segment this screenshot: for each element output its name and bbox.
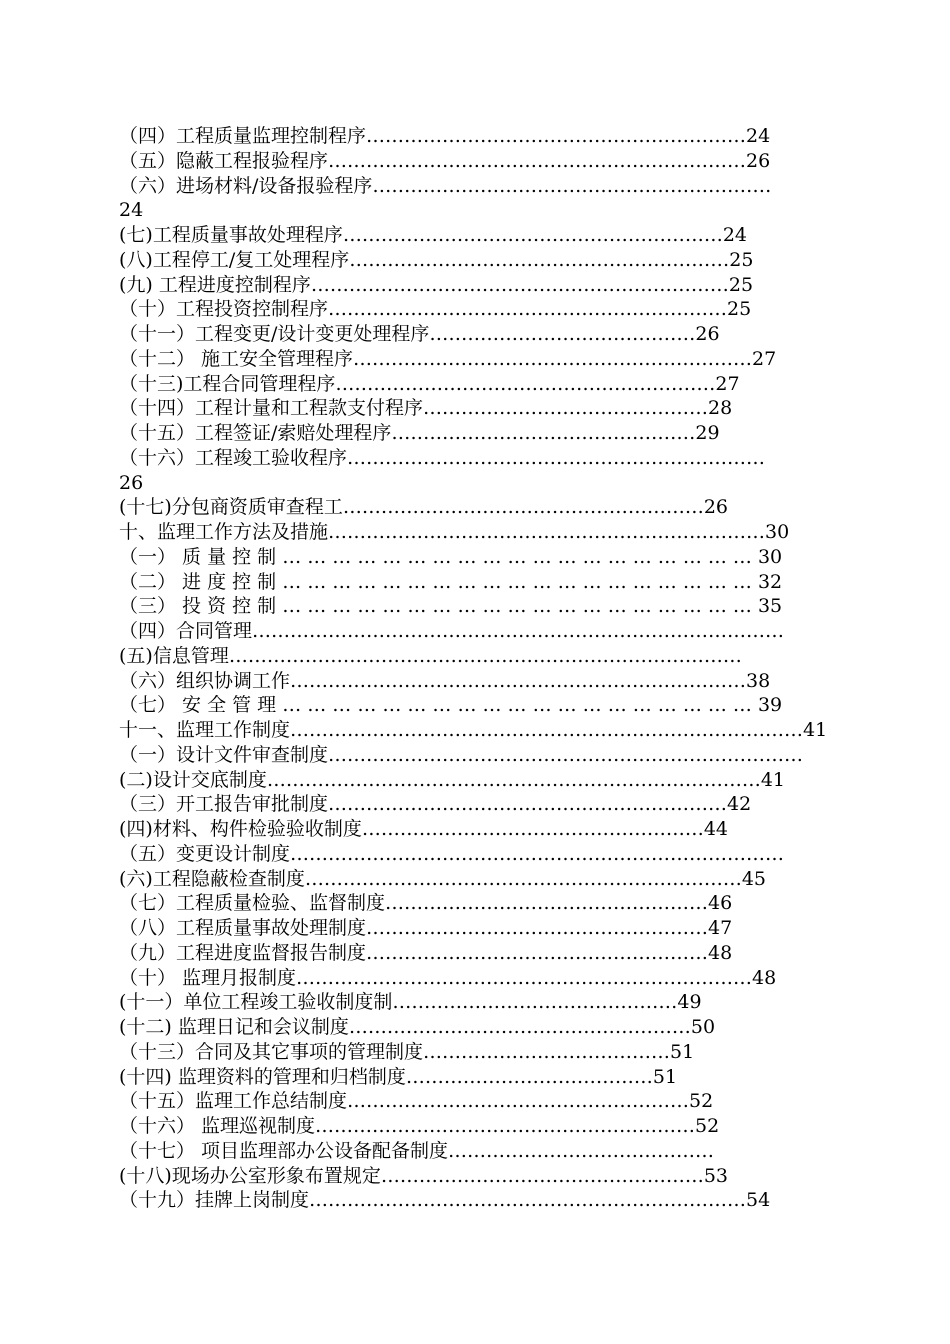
toc-entry[interactable]: (十八)现场办公室形象布置规定……………………………………………53 [119,1164,729,1187]
toc-entry[interactable]: （九）工程进度监督报告制度………………………………………………48 [119,941,733,964]
toc-entry[interactable]: （七） 安 全 管 理 … … … … … … … … … … … … … … … … … … … 39 [119,694,783,717]
toc-entry[interactable]: (九) 工程进度控制程序…………………………………………………………25 [119,273,754,296]
table-of-contents [119,124,841,1213]
toc-entry[interactable]: （十三)工程合同管理程序……………………………………………………27 [119,372,740,395]
toc-entry[interactable]: （一） 质 量 控 制 … … … … … … … … … … … … … … … … … … … 30 [119,545,783,568]
toc-entry[interactable]: （十五）监理工作总结制度………………………………………………52 [119,1090,714,1113]
toc-entry[interactable]: （十九）挂牌上岗制度……………………………………………………………54 [119,1189,771,1212]
toc-section-heading[interactable]: 十一、监理工作制度………………………………………………………………………41 [119,719,828,741]
toc-entry[interactable]: （七）工程质量检验、监督制度……………………………………………46 [119,892,733,915]
toc-entry[interactable]: (十一）单位工程竣工验收制度制………………………………………49 [119,991,702,1014]
toc-entry[interactable]: （十五）工程签证/索赔处理程序…………………………………………29 [119,422,720,444]
toc-entry[interactable]: （十二） 施工安全管理程序………………………………………………………27 [119,347,777,370]
toc-entry[interactable]: （十六） 监理巡视制度……………………………………………………52 [119,1115,720,1137]
toc-page-number: 24 [119,199,144,222]
toc-entry[interactable]: （六）进场材料/设备报验程序……………………………………………………… [119,174,772,197]
toc-entry[interactable]: (十四) 监理资料的管理和归档制度…………………………………51 [119,1065,678,1088]
toc-entry[interactable]: （十一）工程变更/设计变更处理程序……………………………………26 [119,323,720,345]
toc-entry[interactable]: （五）变更设计制度…………………………………………………………………… [119,842,785,865]
toc-entry[interactable]: （四）工程质量监理控制程序……………………………………………………24 [119,125,771,147]
toc-entry[interactable]: （二） 进 度 控 制 … … … … … … … … … … … … … … … … … … … 32 [119,570,783,593]
toc-entry[interactable]: （八）工程质量事故处理制度………………………………………………47 [119,917,733,939]
toc-entry[interactable]: (五)信息管理……………………………………………………………………… [119,644,742,667]
toc-entry[interactable]: （五）隐蔽工程报验程序…………………………………………………………26 [119,149,771,172]
toc-page-number: 26 [119,471,144,494]
toc-entry[interactable]: （十三）合同及其它事项的管理制度…………………………………51 [119,1040,695,1063]
toc-entry[interactable]: (六)工程隐蔽检查制度……………………………………………………………45 [119,867,767,890]
toc-entry[interactable]: (二)设计交底制度……………………………………………………………………41 [119,768,786,791]
toc-entry[interactable]: (十七)分包商资质审查程工…………………………………………………26 [119,496,729,519]
toc-entry[interactable]: （三） 投 资 控 制 … … … … … … … … … … … … … … … … … … … 35 [119,595,783,618]
toc-entry[interactable]: （四）合同管理………………………………………………………………………… [119,620,785,642]
toc-entry[interactable]: （十） 监理月报制度………………………………………………………………48 [119,966,777,989]
toc-entry[interactable]: （十六）工程竣工验收程序………………………………………………………… [119,446,766,469]
toc-entry[interactable]: （六）组织协调工作………………………………………………………………38 [119,669,771,692]
toc-entry[interactable]: （十四）工程计量和工程款支付程序………………………………………28 [119,397,733,420]
toc-entry[interactable]: (十二) 监理日记和会议制度………………………………………………50 [119,1016,716,1038]
toc-entry[interactable]: (八)工程停工/复工处理程序……………………………………………………25 [119,248,754,271]
toc-entry[interactable]: （十七） 项目监理部办公设备配备制度…………………………………… [119,1139,715,1162]
toc-entry[interactable]: （一）设计文件审查制度………………………………………………………………… [119,743,804,766]
toc-entry[interactable]: (七)工程质量事故处理程序……………………………………………………24 [119,224,748,246]
toc-section-heading[interactable]: 十、监理工作方法及措施……………………………………………………………30 [119,521,790,543]
toc-entry[interactable]: （十）工程投资控制程序………………………………………………………25 [119,298,752,321]
toc-entry[interactable]: （三）开工报告审批制度………………………………………………………42 [119,793,752,816]
toc-entry[interactable]: (四)材料、构件检验验收制度………………………………………………44 [119,818,729,840]
